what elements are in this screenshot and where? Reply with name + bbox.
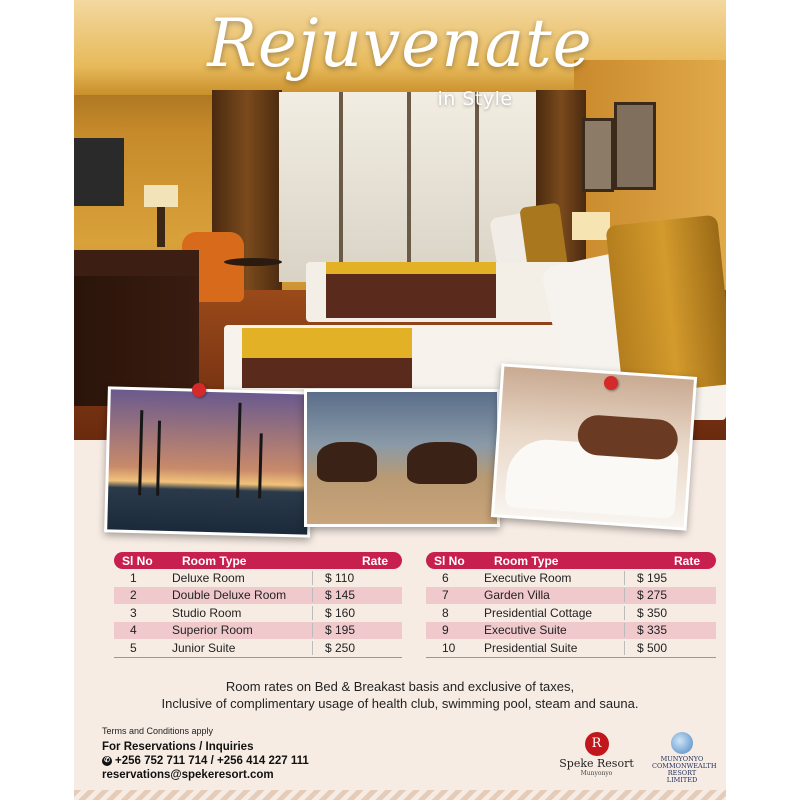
globe-icon: [671, 732, 693, 754]
rate-table-left: [114, 552, 402, 658]
reservations-contact: [102, 740, 309, 782]
sunset-pool-photo: [104, 386, 314, 537]
reservations-label: For Reservations / Inquiries: [102, 741, 254, 753]
phone-icon: ✆: [102, 756, 112, 766]
headline-subtitle: in Style: [437, 88, 513, 110]
rate-table-right: [426, 552, 716, 658]
spa-massage-photo: [491, 363, 697, 530]
terms-text: Terms and Conditions apply: [102, 726, 214, 736]
table-row: 1 Deluxe Room $ 110: [114, 569, 402, 587]
table-row: 2 Double Deluxe Room $ 145: [114, 587, 402, 605]
email-link[interactable]: reservations@spekeresort.com: [102, 769, 274, 781]
table-header: Sl No Room Type Rate: [426, 552, 716, 569]
table-row: 3 Studio Room $ 160: [114, 604, 402, 622]
decorative-border: [74, 790, 726, 800]
headline-title: Rejuvenate: [207, 5, 593, 82]
crest-icon: R: [585, 732, 609, 756]
table-row: 5 Junior Suite $ 250: [114, 639, 402, 657]
table-row: 9 Executive Suite $ 335: [426, 622, 716, 640]
munyonyo-logo: MUNYONYO COMMONWEALTH RESORT LIMITED: [652, 732, 712, 784]
pin-icon: [192, 383, 206, 397]
phone-numbers: +256 752 711 714 / +256 414 227 111: [115, 755, 309, 767]
pin-icon: [604, 376, 618, 390]
table-row: 10 Presidential Suite $ 500: [426, 639, 716, 657]
table-row: 6 Executive Room $ 195: [426, 569, 716, 587]
table-row: 7 Garden Villa $ 275: [426, 587, 716, 605]
promo-poster: [74, 0, 726, 800]
table-row: 4 Superior Room $ 195: [114, 622, 402, 640]
table-header: Sl No Room Type Rate: [114, 552, 402, 569]
speke-resort-logo: R Speke Resort Munyonyo: [559, 732, 634, 777]
table-row: 8 Presidential Cottage $ 350: [426, 604, 716, 622]
horses-photo: [304, 389, 500, 527]
rates-note: Room rates on Bed & Breakast basis and exclusive of taxes, Inclusive of complimentary usage of health club, swimming pool, steam and sauna.: [161, 679, 639, 711]
